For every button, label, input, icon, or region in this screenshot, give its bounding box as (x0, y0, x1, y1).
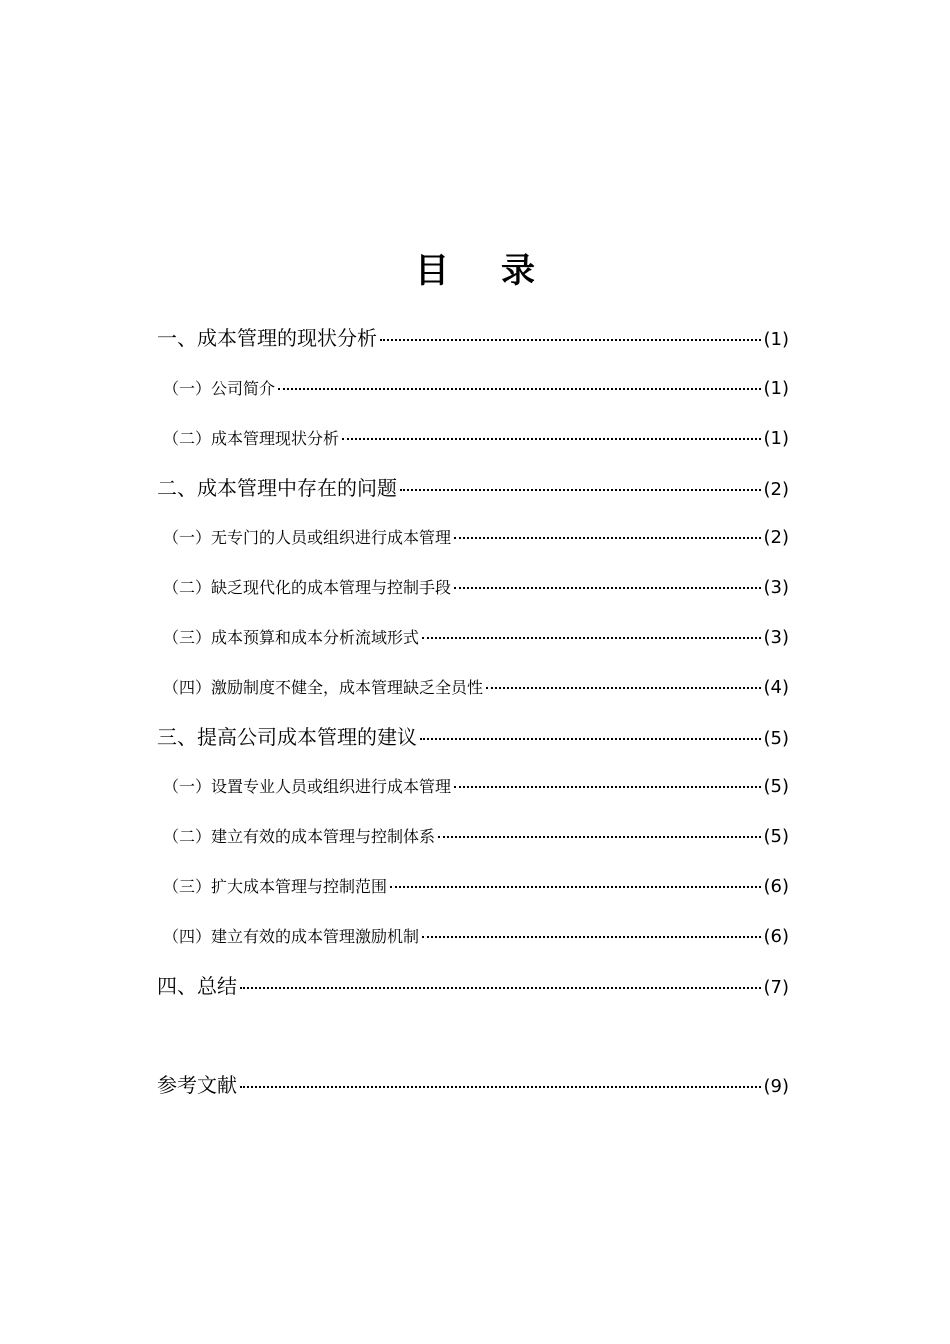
toc-entry-2-1[interactable] (157, 523, 789, 553)
dot-leader (454, 537, 760, 539)
toc-entry-references[interactable] (157, 1070, 789, 1100)
toc-entry-2-2[interactable] (157, 573, 789, 603)
toc-entry-label: （二）建立有效的成本管理与控制体系 (163, 827, 436, 846)
toc-entry-page: (7) (763, 977, 789, 998)
dot-leader (454, 587, 760, 589)
toc-entry-label: （三）成本预算和成本分析流域形式 (163, 628, 420, 647)
toc-entry-3-2[interactable] (157, 822, 789, 852)
dot-leader (342, 438, 760, 440)
dot-leader (454, 786, 760, 788)
toc-entry-page: (5) (763, 728, 789, 749)
toc-entry-1[interactable] (157, 323, 789, 353)
dot-leader (400, 489, 761, 491)
toc-entry-page: (5) (763, 776, 789, 797)
toc-entry-page: (6) (763, 926, 789, 947)
toc-entry-page: (3) (763, 627, 789, 648)
toc-entry-3-3[interactable] (157, 872, 789, 902)
dot-leader (438, 836, 760, 838)
dot-leader (390, 886, 760, 888)
dot-leader (486, 687, 760, 689)
toc-entry-page: (2) (763, 479, 789, 500)
dot-leader (420, 738, 761, 740)
toc-entry-2-4[interactable] (157, 673, 789, 703)
toc-entry-page: (1) (763, 329, 789, 350)
toc-entry-3[interactable] (157, 722, 789, 752)
toc-entry-3-1[interactable] (157, 772, 789, 802)
dot-leader (278, 388, 760, 390)
toc-entry-page: (1) (763, 428, 789, 449)
toc-entry-label: （四）激励制度不健全，成本管理缺乏全员性 (163, 678, 484, 697)
toc-entry-1-1[interactable] (157, 374, 789, 404)
toc-entry-4[interactable] (157, 971, 789, 1001)
toc-entry-label: 参考文献 (157, 1073, 237, 1097)
dot-leader (240, 987, 761, 989)
toc-entry-3-4[interactable] (157, 922, 789, 952)
toc-entry-page: (2) (763, 527, 789, 548)
toc-entry-label: （二）缺乏现代化的成本管理与控制手段 (163, 578, 452, 597)
toc-entry-page: (3) (763, 577, 789, 598)
toc-entry-2-3[interactable] (157, 623, 789, 653)
toc-entry-label: （一）公司简介 (163, 379, 276, 398)
toc-entry-label: （一）无专门的人员或组织进行成本管理 (163, 528, 452, 547)
toc-entry-page: (4) (763, 677, 789, 698)
toc-entry-label: 一、成本管理的现状分析 (157, 326, 377, 350)
toc-entry-page: (5) (763, 826, 789, 847)
toc-entry-label: 三、提高公司成本管理的建议 (157, 725, 417, 749)
toc-entry-label: 二、成本管理中存在的问题 (157, 476, 397, 500)
toc-entry-label: （二）成本管理现状分析 (163, 429, 340, 448)
toc-entry-page: (6) (763, 876, 789, 897)
toc-entry-1-2[interactable] (157, 424, 789, 454)
toc-entry-label: （三）扩大成本管理与控制范围 (163, 877, 388, 896)
toc-entry-page: (9) (763, 1076, 789, 1097)
dot-leader (422, 637, 760, 639)
toc-entry-page: (1) (763, 378, 789, 399)
toc-entry-label: （四）建立有效的成本管理激励机制 (163, 927, 420, 946)
toc-title-char-1: 目 (415, 251, 449, 291)
dot-leader (380, 339, 761, 341)
dot-leader (422, 936, 760, 938)
dot-leader (240, 1086, 761, 1088)
toc-entry-label: 四、总结 (157, 974, 237, 998)
toc-title-char-2: 录 (501, 251, 535, 291)
toc-entry-label: （一）设置专业人员或组织进行成本管理 (163, 777, 452, 796)
toc-entry-2[interactable] (157, 473, 789, 503)
